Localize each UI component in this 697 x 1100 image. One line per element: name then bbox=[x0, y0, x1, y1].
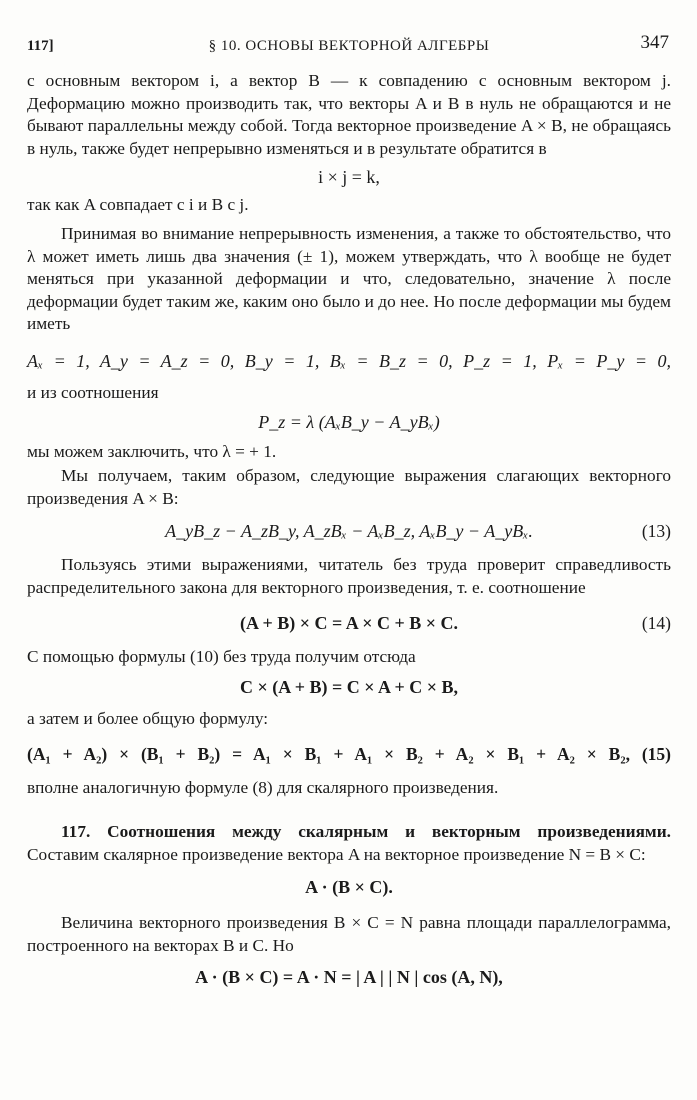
equation: C × (A + B) = C × A + C × B, bbox=[239, 677, 459, 698]
paragraph: Пользуясь этими выражениями, читатель без труда проверит справедливость распределительного закона для векторного произведения, т. е. соотношение bbox=[27, 555, 671, 597]
equation: i × j = k, bbox=[318, 167, 380, 188]
paragraph: С помощью формулы (10) без труда получим отсюда bbox=[27, 646, 416, 666]
running-header bbox=[27, 30, 671, 64]
paragraph: с основным вектором i, а вектор B — к совпадению с основным вектором j. Деформацию можно производить так, что векторы A и B в нуль не обращаются и не бывают параллельны между собой. Тогда векторное произведение A × B, не обращаясь в нуль, также будет непрерывно изменяться и в результате обратится в bbox=[27, 71, 671, 158]
equation-number: (14) bbox=[641, 612, 671, 633]
paragraph: вполне аналогичную формуле (8) для скалярного произведения. bbox=[27, 777, 499, 797]
equation-14 bbox=[27, 612, 671, 634]
equation: A_yB_z − A_zB_y, A_zBₓ − AₓB_z, AₓB_y − A_yBₓ. bbox=[165, 521, 533, 542]
paragraph: а затем и более общую формулу: bbox=[27, 709, 269, 729]
equation: P_z = λ (AₓB_y − A_yBₓ) bbox=[258, 411, 440, 432]
chapter-title: § 10. ОСНОВЫ ВЕКТОРНОЙ АЛГЕБРЫ bbox=[208, 38, 490, 54]
section-heading: 117. Соотношения между скалярным и векторным произведениями. bbox=[61, 822, 671, 842]
paragraph: Принимая во внимание непрерывность изменения, а также то обстоятельство, что λ может иметь лишь два значения (± 1), можем утверждать, что λ вообще не будет меняться при указанной деформации и что, следовательно, значение λ после деформации будет таким же, каким оно было и до нее. Но после деформации мы будем иметь bbox=[27, 223, 671, 334]
equation-15: (A₁ + A₂) × (B₁ + B₂) = A₁ × B₁ + A₁ × B₂ + A₂ × B₁ + A₂ × B₂, (15) bbox=[27, 743, 671, 764]
equation-13 bbox=[27, 520, 671, 542]
paragraph: так как A совпадает с i и B с j. bbox=[27, 195, 249, 215]
section-number: 117] bbox=[27, 38, 54, 54]
paragraph: мы можем заключить, что λ = + 1. bbox=[27, 441, 277, 461]
equation: A · (B × C) = A · N = | A | | N | cos (A, N), bbox=[195, 966, 503, 987]
paragraph: Величина векторного произведения B × C = N равна площади параллелограмма, построенного на векторах B и C. Но bbox=[27, 913, 671, 956]
equation: Aₓ = 1, A_y = A_z = 0, B_y = 1, Bₓ = B_z = 0, P_z = 1, Pₓ = P_y = 0, bbox=[27, 350, 671, 371]
section-paragraph bbox=[27, 821, 671, 866]
equation: (A + B) × C = A × C + B × C. bbox=[239, 612, 459, 633]
paragraph: и из соотношения bbox=[27, 382, 159, 402]
paragraph: Мы получаем, таким образом, следующие выражения слагающих векторного произведения A × B: bbox=[27, 466, 671, 508]
page-number: 347 bbox=[640, 32, 669, 53]
paragraph-text: Составим скалярное произведение вектора A на векторное произведение N = B × C: bbox=[27, 844, 646, 864]
equation: A · (B × C). bbox=[305, 877, 393, 898]
equation-number: (13) bbox=[641, 521, 671, 542]
